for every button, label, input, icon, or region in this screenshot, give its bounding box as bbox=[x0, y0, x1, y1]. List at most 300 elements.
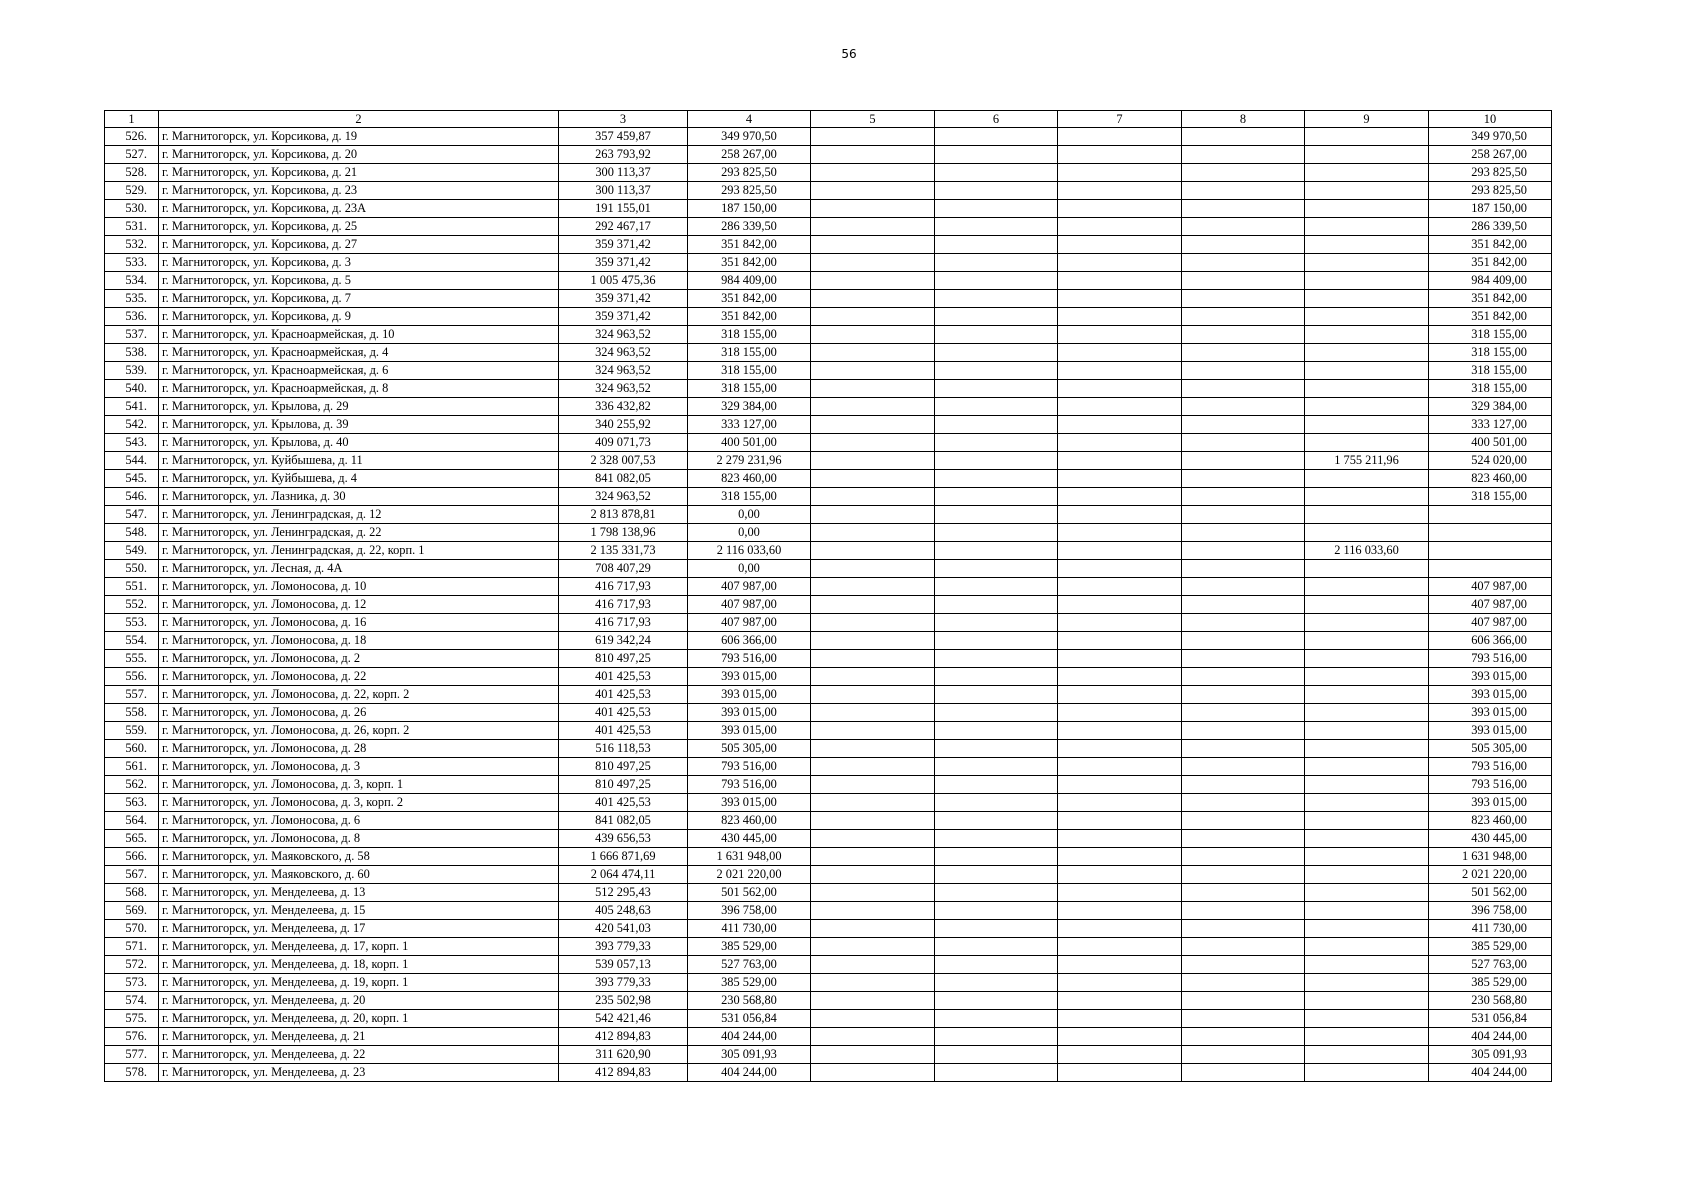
col3-value-cell: 539 057,13 bbox=[559, 956, 688, 974]
col8-cell bbox=[1182, 686, 1305, 704]
col8-cell bbox=[1182, 866, 1305, 884]
col7-cell bbox=[1058, 938, 1182, 956]
col6-cell bbox=[935, 632, 1058, 650]
header-cell: 4 bbox=[688, 111, 811, 128]
table-row bbox=[105, 164, 1552, 182]
address-cell: г. Магнитогорск, ул. Ломоносова, д. 22 bbox=[159, 668, 559, 686]
col8-cell bbox=[1182, 776, 1305, 794]
col10-value-cell: 404 244,00 bbox=[1429, 1028, 1552, 1046]
address-cell: г. Магнитогорск, ул. Корсикова, д. 21 bbox=[159, 164, 559, 182]
row-number-cell: 560. bbox=[105, 740, 159, 758]
col6-cell bbox=[935, 1046, 1058, 1064]
table-row bbox=[105, 884, 1552, 902]
col3-value-cell: 359 371,42 bbox=[559, 308, 688, 326]
table-row bbox=[105, 650, 1552, 668]
col7-cell bbox=[1058, 686, 1182, 704]
col5-cell bbox=[811, 1028, 935, 1046]
col5-cell bbox=[811, 812, 935, 830]
col4-value-cell: 0,00 bbox=[688, 524, 811, 542]
col6-cell bbox=[935, 650, 1058, 668]
address-cell: г. Магнитогорск, ул. Куйбышева, д. 4 bbox=[159, 470, 559, 488]
col3-value-cell: 401 425,53 bbox=[559, 794, 688, 812]
col7-cell bbox=[1058, 704, 1182, 722]
header-cell: 6 bbox=[935, 111, 1058, 128]
col5-cell bbox=[811, 740, 935, 758]
col3-value-cell: 191 155,01 bbox=[559, 200, 688, 218]
col6-cell bbox=[935, 308, 1058, 326]
col9-value-cell bbox=[1305, 812, 1429, 830]
col6-cell bbox=[935, 578, 1058, 596]
table-row bbox=[105, 128, 1552, 146]
col5-cell bbox=[811, 668, 935, 686]
col8-cell bbox=[1182, 362, 1305, 380]
col6-cell bbox=[935, 542, 1058, 560]
row-number-cell: 567. bbox=[105, 866, 159, 884]
col3-value-cell: 359 371,42 bbox=[559, 290, 688, 308]
address-cell: г. Магнитогорск, ул. Менделеева, д. 22 bbox=[159, 1046, 559, 1064]
col10-value-cell: 984 409,00 bbox=[1429, 272, 1552, 290]
col10-value-cell: 385 529,00 bbox=[1429, 974, 1552, 992]
col3-value-cell: 1 798 138,96 bbox=[559, 524, 688, 542]
col5-cell bbox=[811, 164, 935, 182]
col9-value-cell bbox=[1305, 704, 1429, 722]
col4-value-cell: 793 516,00 bbox=[688, 776, 811, 794]
col3-value-cell: 300 113,37 bbox=[559, 182, 688, 200]
col9-value-cell bbox=[1305, 146, 1429, 164]
table-row bbox=[105, 740, 1552, 758]
col9-value-cell bbox=[1305, 884, 1429, 902]
col5-cell bbox=[811, 722, 935, 740]
col9-value-cell bbox=[1305, 920, 1429, 938]
col7-cell bbox=[1058, 506, 1182, 524]
table-row bbox=[105, 362, 1552, 380]
col9-value-cell bbox=[1305, 1064, 1429, 1082]
col10-value-cell: 351 842,00 bbox=[1429, 290, 1552, 308]
header-cell: 1 bbox=[105, 111, 159, 128]
col6-cell bbox=[935, 920, 1058, 938]
col5-cell bbox=[811, 326, 935, 344]
col4-value-cell: 505 305,00 bbox=[688, 740, 811, 758]
row-number-cell: 541. bbox=[105, 398, 159, 416]
col10-value-cell bbox=[1429, 560, 1552, 578]
col4-value-cell: 385 529,00 bbox=[688, 974, 811, 992]
col8-cell bbox=[1182, 974, 1305, 992]
col6-cell bbox=[935, 776, 1058, 794]
col5-cell bbox=[811, 290, 935, 308]
col8-cell bbox=[1182, 254, 1305, 272]
address-cell: г. Магнитогорск, ул. Корсикова, д. 25 bbox=[159, 218, 559, 236]
address-cell: г. Магнитогорск, ул. Крылова, д. 40 bbox=[159, 434, 559, 452]
col7-cell bbox=[1058, 614, 1182, 632]
table-row bbox=[105, 866, 1552, 884]
col7-cell bbox=[1058, 1064, 1182, 1082]
table-row bbox=[105, 272, 1552, 290]
address-cell: г. Магнитогорск, ул. Менделеева, д. 17 bbox=[159, 920, 559, 938]
col9-value-cell bbox=[1305, 470, 1429, 488]
row-number-cell: 545. bbox=[105, 470, 159, 488]
address-cell: г. Магнитогорск, ул. Ленинградская, д. 12 bbox=[159, 506, 559, 524]
col5-cell bbox=[811, 938, 935, 956]
col9-value-cell bbox=[1305, 434, 1429, 452]
col6-cell bbox=[935, 758, 1058, 776]
table-row bbox=[105, 452, 1552, 470]
table-row bbox=[105, 218, 1552, 236]
col5-cell bbox=[811, 506, 935, 524]
col5-cell bbox=[811, 488, 935, 506]
col8-cell bbox=[1182, 452, 1305, 470]
col6-cell bbox=[935, 434, 1058, 452]
table-row bbox=[105, 578, 1552, 596]
col7-cell bbox=[1058, 128, 1182, 146]
col7-cell bbox=[1058, 992, 1182, 1010]
col6-cell bbox=[935, 452, 1058, 470]
col4-value-cell: 407 987,00 bbox=[688, 596, 811, 614]
col9-value-cell bbox=[1305, 200, 1429, 218]
col7-cell bbox=[1058, 164, 1182, 182]
col9-value-cell bbox=[1305, 848, 1429, 866]
address-cell: г. Магнитогорск, ул. Ломоносова, д. 12 bbox=[159, 596, 559, 614]
address-cell: г. Магнитогорск, ул. Ломоносова, д. 6 bbox=[159, 812, 559, 830]
header-cell: 5 bbox=[811, 111, 935, 128]
row-number-cell: 570. bbox=[105, 920, 159, 938]
col3-value-cell: 512 295,43 bbox=[559, 884, 688, 902]
col9-value-cell bbox=[1305, 866, 1429, 884]
col7-cell bbox=[1058, 200, 1182, 218]
col6-cell bbox=[935, 830, 1058, 848]
col8-cell bbox=[1182, 398, 1305, 416]
col10-value-cell: 411 730,00 bbox=[1429, 920, 1552, 938]
col10-value-cell: 318 155,00 bbox=[1429, 380, 1552, 398]
col7-cell bbox=[1058, 902, 1182, 920]
col4-value-cell: 0,00 bbox=[688, 506, 811, 524]
col8-cell bbox=[1182, 632, 1305, 650]
table-row bbox=[105, 992, 1552, 1010]
header-cell: 3 bbox=[559, 111, 688, 128]
col10-value-cell bbox=[1429, 542, 1552, 560]
table-row bbox=[105, 776, 1552, 794]
col9-value-cell bbox=[1305, 668, 1429, 686]
col7-cell bbox=[1058, 830, 1182, 848]
col4-value-cell: 1 631 948,00 bbox=[688, 848, 811, 866]
col3-value-cell: 439 656,53 bbox=[559, 830, 688, 848]
col3-value-cell: 841 082,05 bbox=[559, 470, 688, 488]
table-row bbox=[105, 722, 1552, 740]
col7-cell bbox=[1058, 452, 1182, 470]
header-cell: 2 bbox=[159, 111, 559, 128]
address-cell: г. Магнитогорск, ул. Ломоносова, д. 2 bbox=[159, 650, 559, 668]
col3-value-cell: 401 425,53 bbox=[559, 668, 688, 686]
col7-cell bbox=[1058, 560, 1182, 578]
col8-cell bbox=[1182, 1046, 1305, 1064]
col5-cell bbox=[811, 1010, 935, 1028]
col10-value-cell: 293 825,50 bbox=[1429, 182, 1552, 200]
col7-cell bbox=[1058, 398, 1182, 416]
row-number-cell: 544. bbox=[105, 452, 159, 470]
col3-value-cell: 542 421,46 bbox=[559, 1010, 688, 1028]
col3-value-cell: 416 717,93 bbox=[559, 596, 688, 614]
col4-value-cell: 351 842,00 bbox=[688, 290, 811, 308]
col8-cell bbox=[1182, 200, 1305, 218]
row-number-cell: 559. bbox=[105, 722, 159, 740]
address-cell: г. Магнитогорск, ул. Маяковского, д. 60 bbox=[159, 866, 559, 884]
col4-value-cell: 527 763,00 bbox=[688, 956, 811, 974]
col9-value-cell bbox=[1305, 776, 1429, 794]
col6-cell bbox=[935, 668, 1058, 686]
col4-value-cell: 823 460,00 bbox=[688, 812, 811, 830]
col8-cell bbox=[1182, 740, 1305, 758]
col7-cell bbox=[1058, 362, 1182, 380]
col6-cell bbox=[935, 290, 1058, 308]
col4-value-cell: 305 091,93 bbox=[688, 1046, 811, 1064]
col9-value-cell bbox=[1305, 218, 1429, 236]
address-cell: г. Магнитогорск, ул. Красноармейская, д. 8 bbox=[159, 380, 559, 398]
col10-value-cell: 527 763,00 bbox=[1429, 956, 1552, 974]
col6-cell bbox=[935, 704, 1058, 722]
col3-value-cell: 263 793,92 bbox=[559, 146, 688, 164]
col7-cell bbox=[1058, 740, 1182, 758]
col7-cell bbox=[1058, 794, 1182, 812]
col7-cell bbox=[1058, 596, 1182, 614]
col6-cell bbox=[935, 254, 1058, 272]
col5-cell bbox=[811, 398, 935, 416]
col10-value-cell: 305 091,93 bbox=[1429, 1046, 1552, 1064]
address-cell: г. Магнитогорск, ул. Лазника, д. 30 bbox=[159, 488, 559, 506]
col8-cell bbox=[1182, 758, 1305, 776]
col9-value-cell bbox=[1305, 686, 1429, 704]
col9-value-cell bbox=[1305, 740, 1429, 758]
col3-value-cell: 516 118,53 bbox=[559, 740, 688, 758]
col6-cell bbox=[935, 164, 1058, 182]
col5-cell bbox=[811, 380, 935, 398]
col10-value-cell: 2 021 220,00 bbox=[1429, 866, 1552, 884]
col8-cell bbox=[1182, 416, 1305, 434]
col5-cell bbox=[811, 146, 935, 164]
row-number-cell: 529. bbox=[105, 182, 159, 200]
col3-value-cell: 409 071,73 bbox=[559, 434, 688, 452]
col7-cell bbox=[1058, 974, 1182, 992]
address-cell: г. Магнитогорск, ул. Ломоносова, д. 22, корп. 2 bbox=[159, 686, 559, 704]
col7-cell bbox=[1058, 236, 1182, 254]
col4-value-cell: 430 445,00 bbox=[688, 830, 811, 848]
table-row bbox=[105, 1010, 1552, 1028]
col6-cell bbox=[935, 614, 1058, 632]
col6-cell bbox=[935, 956, 1058, 974]
col7-cell bbox=[1058, 326, 1182, 344]
col7-cell bbox=[1058, 380, 1182, 398]
col8-cell bbox=[1182, 614, 1305, 632]
col9-value-cell bbox=[1305, 1046, 1429, 1064]
address-cell: г. Магнитогорск, ул. Корсикова, д. 7 bbox=[159, 290, 559, 308]
address-cell: г. Магнитогорск, ул. Корсикова, д. 23А bbox=[159, 200, 559, 218]
col7-cell bbox=[1058, 650, 1182, 668]
col3-value-cell: 292 467,17 bbox=[559, 218, 688, 236]
row-number-cell: 551. bbox=[105, 578, 159, 596]
col8-cell bbox=[1182, 182, 1305, 200]
address-cell: г. Магнитогорск, ул. Корсикова, д. 9 bbox=[159, 308, 559, 326]
col9-value-cell bbox=[1305, 794, 1429, 812]
row-number-cell: 528. bbox=[105, 164, 159, 182]
table-row bbox=[105, 380, 1552, 398]
col9-value-cell bbox=[1305, 650, 1429, 668]
col7-cell bbox=[1058, 578, 1182, 596]
col9-value-cell bbox=[1305, 380, 1429, 398]
col5-cell bbox=[811, 362, 935, 380]
col8-cell bbox=[1182, 992, 1305, 1010]
col10-value-cell: 258 267,00 bbox=[1429, 146, 1552, 164]
col4-value-cell: 293 825,50 bbox=[688, 164, 811, 182]
col9-value-cell bbox=[1305, 596, 1429, 614]
col7-cell bbox=[1058, 470, 1182, 488]
header-cell: 9 bbox=[1305, 111, 1429, 128]
col6-cell bbox=[935, 380, 1058, 398]
col5-cell bbox=[811, 254, 935, 272]
col9-value-cell bbox=[1305, 974, 1429, 992]
col6-cell bbox=[935, 200, 1058, 218]
address-cell: г. Магнитогорск, ул. Ломоносова, д. 28 bbox=[159, 740, 559, 758]
col10-value-cell: 286 339,50 bbox=[1429, 218, 1552, 236]
col6-cell bbox=[935, 722, 1058, 740]
address-cell: г. Магнитогорск, ул. Менделеева, д. 21 bbox=[159, 1028, 559, 1046]
col7-cell bbox=[1058, 848, 1182, 866]
col3-value-cell: 416 717,93 bbox=[559, 578, 688, 596]
col3-value-cell: 393 779,33 bbox=[559, 974, 688, 992]
col6-cell bbox=[935, 344, 1058, 362]
col4-value-cell: 351 842,00 bbox=[688, 254, 811, 272]
col10-value-cell: 393 015,00 bbox=[1429, 794, 1552, 812]
row-number-cell: 572. bbox=[105, 956, 159, 974]
col3-value-cell: 401 425,53 bbox=[559, 686, 688, 704]
col7-cell bbox=[1058, 668, 1182, 686]
col8-cell bbox=[1182, 1010, 1305, 1028]
col3-value-cell: 810 497,25 bbox=[559, 650, 688, 668]
col9-value-cell bbox=[1305, 614, 1429, 632]
col5-cell bbox=[811, 524, 935, 542]
col4-value-cell: 531 056,84 bbox=[688, 1010, 811, 1028]
col8-cell bbox=[1182, 668, 1305, 686]
col9-value-cell bbox=[1305, 398, 1429, 416]
col3-value-cell: 1 005 475,36 bbox=[559, 272, 688, 290]
col3-value-cell: 235 502,98 bbox=[559, 992, 688, 1010]
address-cell: г. Магнитогорск, ул. Корсикова, д. 19 bbox=[159, 128, 559, 146]
col3-value-cell: 357 459,87 bbox=[559, 128, 688, 146]
table-row bbox=[105, 758, 1552, 776]
col9-value-cell bbox=[1305, 164, 1429, 182]
table-row bbox=[105, 146, 1552, 164]
address-cell: г. Магнитогорск, ул. Менделеева, д. 20, корп. 1 bbox=[159, 1010, 559, 1028]
col9-value-cell bbox=[1305, 362, 1429, 380]
table-row bbox=[105, 686, 1552, 704]
col5-cell bbox=[811, 596, 935, 614]
col5-cell bbox=[811, 686, 935, 704]
col3-value-cell: 420 541,03 bbox=[559, 920, 688, 938]
col9-value-cell bbox=[1305, 326, 1429, 344]
col5-cell bbox=[811, 218, 935, 236]
col5-cell bbox=[811, 902, 935, 920]
table-row bbox=[105, 614, 1552, 632]
col10-value-cell: 230 568,80 bbox=[1429, 992, 1552, 1010]
col3-value-cell: 324 963,52 bbox=[559, 344, 688, 362]
col8-cell bbox=[1182, 146, 1305, 164]
col8-cell bbox=[1182, 434, 1305, 452]
col6-cell bbox=[935, 272, 1058, 290]
col10-value-cell: 407 987,00 bbox=[1429, 578, 1552, 596]
col4-value-cell: 407 987,00 bbox=[688, 614, 811, 632]
col9-value-cell bbox=[1305, 272, 1429, 290]
col5-cell bbox=[811, 650, 935, 668]
row-number-cell: 571. bbox=[105, 938, 159, 956]
col3-value-cell: 393 779,33 bbox=[559, 938, 688, 956]
col3-value-cell: 324 963,52 bbox=[559, 488, 688, 506]
table-row bbox=[105, 344, 1552, 362]
row-number-cell: 549. bbox=[105, 542, 159, 560]
col3-value-cell: 708 407,29 bbox=[559, 560, 688, 578]
col10-value-cell: 793 516,00 bbox=[1429, 758, 1552, 776]
row-number-cell: 578. bbox=[105, 1064, 159, 1082]
col10-value-cell: 501 562,00 bbox=[1429, 884, 1552, 902]
col9-value-cell bbox=[1305, 344, 1429, 362]
col4-value-cell: 823 460,00 bbox=[688, 470, 811, 488]
row-number-cell: 532. bbox=[105, 236, 159, 254]
address-cell: г. Магнитогорск, ул. Красноармейская, д. 4 bbox=[159, 344, 559, 362]
col4-value-cell: 393 015,00 bbox=[688, 686, 811, 704]
col6-cell bbox=[935, 596, 1058, 614]
col8-cell bbox=[1182, 542, 1305, 560]
address-cell: г. Магнитогорск, ул. Ломоносова, д. 26 bbox=[159, 704, 559, 722]
col9-value-cell bbox=[1305, 632, 1429, 650]
col3-value-cell: 324 963,52 bbox=[559, 362, 688, 380]
col3-value-cell: 401 425,53 bbox=[559, 722, 688, 740]
col8-cell bbox=[1182, 794, 1305, 812]
col5-cell bbox=[811, 992, 935, 1010]
col8-cell bbox=[1182, 164, 1305, 182]
col5-cell bbox=[811, 128, 935, 146]
col6-cell bbox=[935, 1028, 1058, 1046]
col9-value-cell bbox=[1305, 560, 1429, 578]
table-row bbox=[105, 254, 1552, 272]
table-row bbox=[105, 848, 1552, 866]
col6-cell bbox=[935, 416, 1058, 434]
col8-cell bbox=[1182, 920, 1305, 938]
address-cell: г. Магнитогорск, ул. Красноармейская, д. 10 bbox=[159, 326, 559, 344]
table-row bbox=[105, 470, 1552, 488]
address-cell: г. Магнитогорск, ул. Ломоносова, д. 3, корп. 2 bbox=[159, 794, 559, 812]
address-cell: г. Магнитогорск, ул. Ломоносова, д. 10 bbox=[159, 578, 559, 596]
row-number-cell: 546. bbox=[105, 488, 159, 506]
col7-cell bbox=[1058, 272, 1182, 290]
col8-cell bbox=[1182, 830, 1305, 848]
col4-value-cell: 396 758,00 bbox=[688, 902, 811, 920]
col7-cell bbox=[1058, 758, 1182, 776]
register-table bbox=[104, 110, 1552, 1082]
page-number: 56 bbox=[841, 47, 857, 61]
col8-cell bbox=[1182, 902, 1305, 920]
col9-value-cell bbox=[1305, 992, 1429, 1010]
address-cell: г. Магнитогорск, ул. Менделеева, д. 17, корп. 1 bbox=[159, 938, 559, 956]
row-number-cell: 568. bbox=[105, 884, 159, 902]
col10-value-cell: 393 015,00 bbox=[1429, 722, 1552, 740]
col4-value-cell: 318 155,00 bbox=[688, 362, 811, 380]
table-row bbox=[105, 956, 1552, 974]
address-cell: г. Магнитогорск, ул. Менделеева, д. 18, корп. 1 bbox=[159, 956, 559, 974]
address-cell: г. Магнитогорск, ул. Маяковского, д. 58 bbox=[159, 848, 559, 866]
col8-cell bbox=[1182, 380, 1305, 398]
address-cell: г. Магнитогорск, ул. Крылова, д. 29 bbox=[159, 398, 559, 416]
table-row bbox=[105, 326, 1552, 344]
col10-value-cell: 349 970,50 bbox=[1429, 128, 1552, 146]
row-number-cell: 526. bbox=[105, 128, 159, 146]
col6-cell bbox=[935, 524, 1058, 542]
col10-value-cell: 393 015,00 bbox=[1429, 686, 1552, 704]
